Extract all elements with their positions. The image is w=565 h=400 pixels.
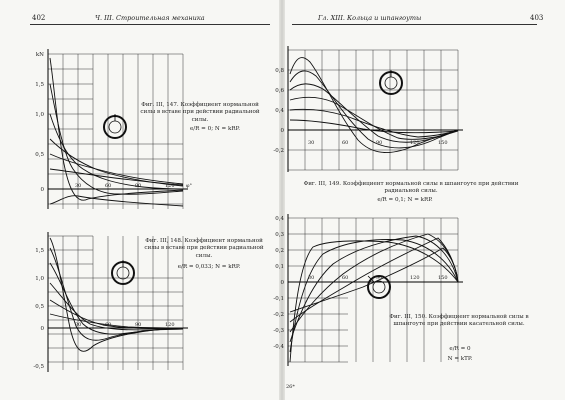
fig150-formula2: N = kTP.	[447, 356, 473, 362]
fig150-y-tick: 0,4	[275, 216, 284, 222]
fig150-y-tick: -0,3	[273, 328, 284, 334]
fig150-y-tick: 0,3	[275, 232, 284, 238]
fig147-y-label: kN	[35, 52, 44, 58]
fig147-x-tick: 120	[165, 183, 175, 189]
fig150-x-tick: 150	[438, 275, 448, 281]
fig148-x-tick: 120	[165, 322, 175, 328]
left-page-number: 402	[32, 14, 46, 22]
fig149-y-tick: 0,8	[275, 68, 284, 74]
fig150-x-tick: 30	[308, 275, 315, 281]
fig147-y-tick: 1,0	[35, 112, 44, 118]
right-running-head: Гл. XIII. Кольца и шпангоуты	[318, 14, 422, 22]
fig150-y-tick: 0	[280, 280, 284, 286]
fig149-x-tick: 150	[438, 140, 448, 146]
fig150-ring-icon	[364, 272, 394, 302]
left-header-rule	[30, 24, 270, 25]
fig150-formula: e/R = 0	[449, 346, 471, 352]
fig148-formula: e/R = 0,033; N = kRP.	[177, 264, 241, 270]
fig149-y-tick: 0	[280, 128, 284, 134]
fig150-y-tick: -0,1	[273, 296, 284, 302]
right-header-rule	[292, 24, 537, 25]
fig149-graph	[268, 44, 468, 176]
fig148-y-tick: 0,5	[35, 304, 44, 310]
fig147-caption: Фиг. III, 147. Коэффициент нормальной силы в вставе при действии радиальной силы.	[140, 102, 260, 123]
fig150-x-tick: 90	[376, 275, 383, 281]
fig150-y-tick: 0,2	[275, 248, 284, 254]
fig150-x-tick: 60	[342, 275, 349, 281]
fig149-x-tick: 30	[308, 140, 315, 146]
fig147-x-tick: 30	[75, 183, 82, 189]
fig149-y-tick: 0,4	[275, 108, 284, 114]
fig149-formula: e/R = 0,1; N = kRP.	[377, 197, 433, 203]
signature-mark: 26*	[286, 384, 295, 390]
fig147-y-tick: 0	[40, 187, 44, 193]
fig148-caption: Фиг. III, 148. Коэффициент нормальной силы в вставе при действии радиальной силы.	[144, 238, 264, 259]
fig147-y-tick: 1,5	[35, 82, 44, 88]
fig147-y-tick: 0,5	[35, 152, 44, 158]
fig147-x-tick: 60	[105, 183, 112, 189]
fig147-x-tick: 90	[135, 183, 142, 189]
right-page-number: 403	[530, 14, 544, 22]
fig147-x-end: φ°	[186, 183, 193, 189]
fig149-y-tick: 0,6	[275, 88, 284, 94]
fig148-y-tick: 0	[40, 326, 44, 332]
left-running-head: Ч. III. Строительная механика	[95, 14, 205, 22]
fig149-x-tick: 90	[376, 140, 383, 146]
fig148-x-tick: 30	[75, 322, 82, 328]
fig148-x-tick: 60	[105, 322, 112, 328]
fig150-caption: Фиг. III, 150. Коэффициент нормальной силы в шпангоуте при действии касательной силы.	[389, 314, 529, 328]
fig148-y-tick: -0,5	[33, 364, 44, 370]
fig147-ring-icon	[100, 112, 130, 142]
fig150-y-tick: 0,1	[275, 264, 284, 270]
fig148-ring-icon	[108, 258, 138, 288]
fig150-x-tick: 120	[410, 275, 420, 281]
fig149-y-tick: -0,2	[273, 148, 284, 154]
fig147-formula: e/R = 0; N = kRP.	[189, 126, 241, 132]
fig149-ring-icon	[376, 68, 406, 98]
fig148-y-tick: 1,5	[35, 248, 44, 254]
fig149-x-tick: 60	[342, 140, 349, 146]
fig148-y-tick: 1,0	[35, 276, 44, 282]
fig150-y-tick: -0,4	[273, 344, 284, 350]
fig148-x-tick: 90	[135, 322, 142, 328]
fig150-y-tick: -0,2	[273, 312, 284, 318]
fig149-x-tick: 120	[410, 140, 420, 146]
fig149-caption: Фиг. III, 149. Коэффициент нормальной силы в шпангоуте при действии радиальной силы.	[303, 181, 519, 195]
